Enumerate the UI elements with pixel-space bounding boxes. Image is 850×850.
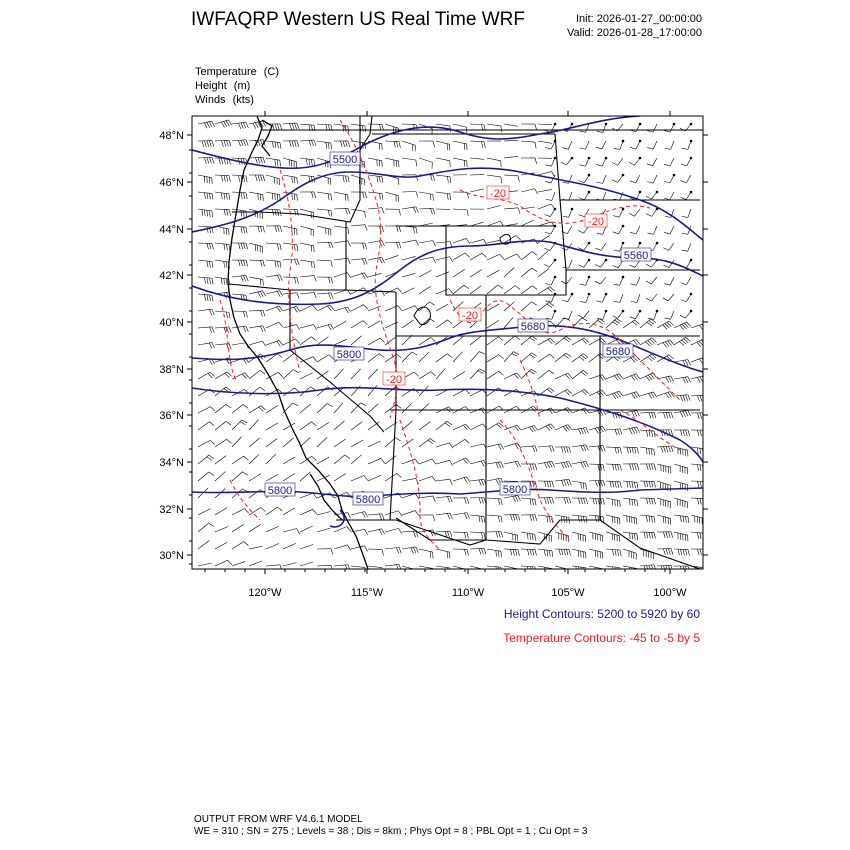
lat-tick-label: 34°N <box>159 457 184 469</box>
field-name: Winds <box>195 94 226 106</box>
lon-tick-label: 100°W <box>653 587 687 599</box>
height-label: 5800 <box>267 485 293 497</box>
field-name: Height <box>195 80 227 92</box>
map-title: IWFAQRP Western US Real Time WRF <box>191 9 525 30</box>
height-label: 5680 <box>520 321 546 333</box>
temperature-label: -20 <box>588 216 604 228</box>
init-time: Init: 2026-01-27_00:00:00 <box>576 13 702 25</box>
field-name: Temperature <box>195 66 257 78</box>
lon-tick-label: 110°W <box>451 587 485 599</box>
height-label: 5500 <box>332 154 358 166</box>
field-unit: (kts) <box>232 94 254 106</box>
temperature-label: -20 <box>462 310 478 322</box>
footer-config: WE = 310 ; SN = 275 ; Levels = 38 ; Dis = 8km ; Phys Opt = 8 ; PBL Opt = 1 ; Cu Opt = 3 <box>194 826 588 837</box>
temperature-contours-note: Temperature Contours: -45 to -5 by 5 <box>503 631 700 645</box>
lat-tick-label: 44°N <box>159 224 184 236</box>
valid-time: Valid: 2026-01-28_17:00:00 <box>567 27 702 39</box>
field-unit: (m) <box>233 80 251 92</box>
lon-tick-label: 105°W <box>551 587 585 599</box>
field-unit: (C) <box>263 66 280 78</box>
height-label: 5800 <box>502 484 528 496</box>
height-label: 5680 <box>605 346 631 358</box>
lat-tick-label: 36°N <box>159 410 184 422</box>
lat-tick-label: 48°N <box>159 130 184 142</box>
lat-tick-label: 42°N <box>159 270 184 282</box>
footer-model: OUTPUT FROM WRF V4.6.1 MODEL <box>194 814 363 825</box>
lon-tick-label: 120°W <box>248 587 282 599</box>
height-label: 5560 <box>623 250 649 262</box>
lat-tick-label: 40°N <box>159 317 184 329</box>
temperature-label: -20 <box>490 188 506 200</box>
height-contours-note: Height Contours: 5200 to 5920 by 60 <box>503 607 700 621</box>
lat-tick-label: 38°N <box>159 364 184 376</box>
lon-tick-label: 115°W <box>350 587 384 599</box>
lat-tick-label: 32°N <box>159 504 184 516</box>
height-label: 5800 <box>336 349 362 361</box>
temperature-label: -20 <box>386 374 402 386</box>
height-label: 5800 <box>355 494 381 506</box>
lat-tick-label: 30°N <box>159 550 184 562</box>
lat-tick-label: 46°N <box>159 177 184 189</box>
